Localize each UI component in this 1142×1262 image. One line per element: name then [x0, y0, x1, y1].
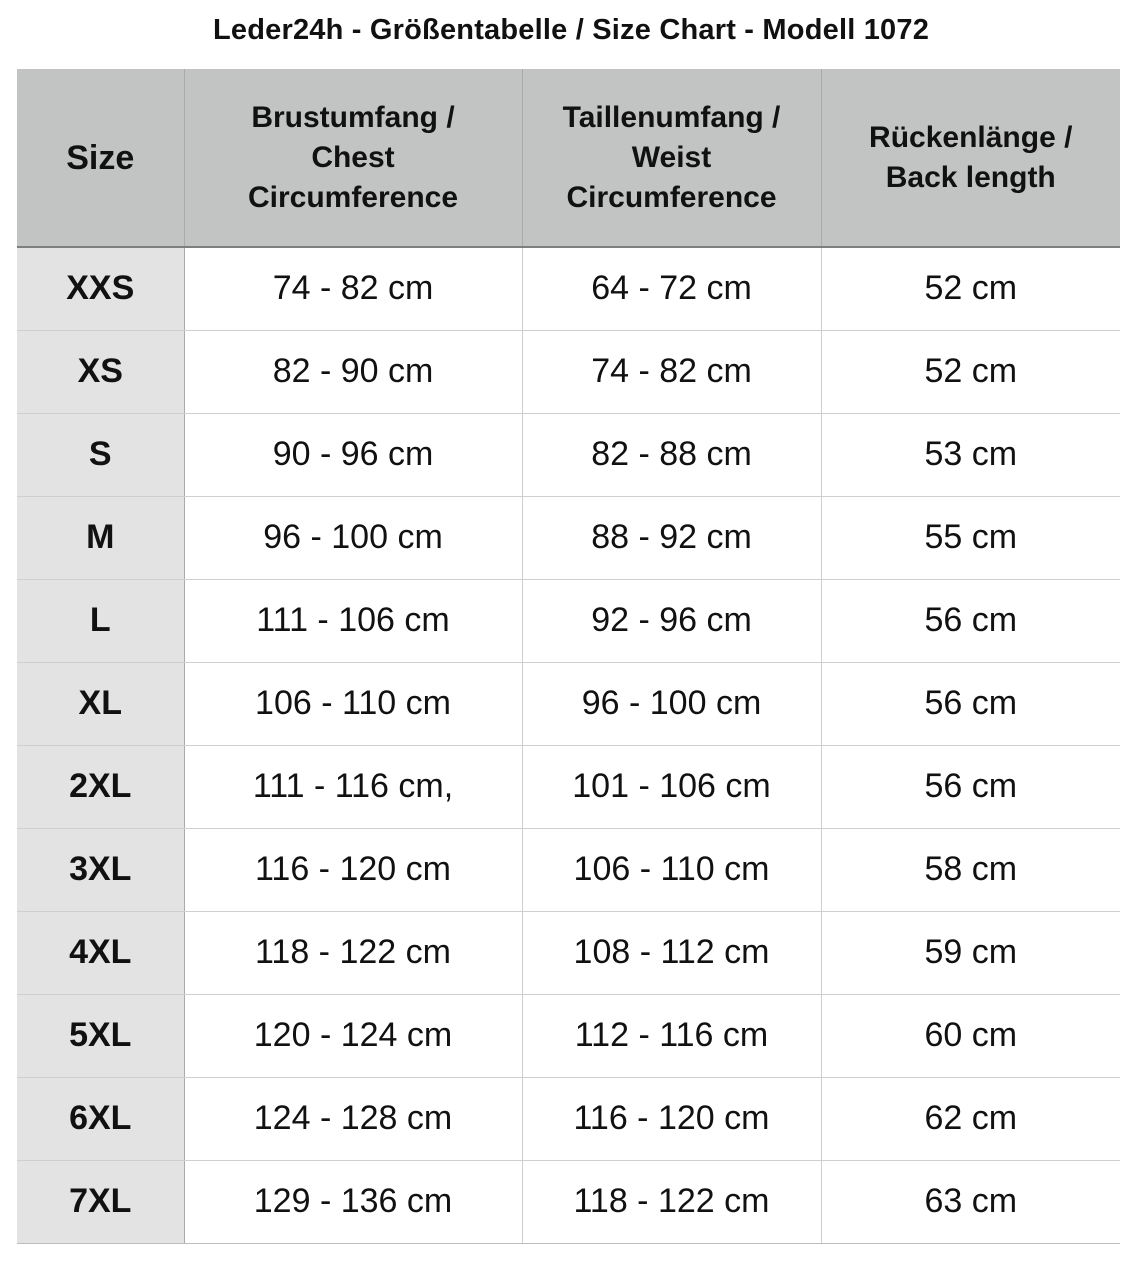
size-cell: 2XL — [17, 745, 184, 828]
header-chest-line: Brustumfang / — [251, 100, 455, 134]
size-cell: 5XL — [17, 994, 184, 1077]
back-length-cell: 59 cm — [821, 911, 1120, 994]
chest-cell: 124 - 128 cm — [184, 1077, 522, 1160]
header-back-length — [821, 69, 1120, 247]
table-row — [17, 496, 1120, 579]
header-waist-line: Taillenumfang / — [562, 100, 781, 134]
header-waist-line: Circumference — [566, 180, 777, 214]
size-cell: XXS — [17, 247, 184, 330]
chest-cell: 111 - 116 cm, — [184, 745, 522, 828]
chest-cell: 129 - 136 cm — [184, 1160, 522, 1243]
chest-cell: 74 - 82 cm — [184, 247, 522, 330]
page-title: Leder24h - Größentabelle / Size Chart - Modell 1072 — [212, 14, 930, 46]
table-row — [17, 413, 1120, 496]
waist-cell: 118 - 122 cm — [522, 1160, 821, 1243]
size-cell: XL — [17, 662, 184, 745]
chest-cell: 118 - 122 cm — [184, 911, 522, 994]
chest-cell: 120 - 124 cm — [184, 994, 522, 1077]
header-back-line: Rückenlänge / — [869, 120, 1073, 154]
size-cell: 6XL — [17, 1077, 184, 1160]
table-header-row — [17, 69, 1120, 247]
chest-cell: 116 - 120 cm — [184, 828, 522, 911]
table-row — [17, 330, 1120, 413]
size-chart-table — [17, 69, 1120, 1244]
header-waist-line: Weist — [631, 140, 712, 174]
size-cell: 4XL — [17, 911, 184, 994]
waist-cell: 116 - 120 cm — [522, 1077, 821, 1160]
size-cell: XS — [17, 330, 184, 413]
back-length-cell: 62 cm — [821, 1077, 1120, 1160]
header-chest-line: Chest — [311, 140, 395, 174]
table-row — [17, 1160, 1120, 1243]
waist-cell: 82 - 88 cm — [522, 413, 821, 496]
back-length-cell: 63 cm — [821, 1160, 1120, 1243]
header-chest-line: Circumference — [247, 180, 459, 214]
header-back-line: Back length — [885, 160, 1056, 194]
back-length-cell: 55 cm — [821, 496, 1120, 579]
waist-cell: 96 - 100 cm — [522, 662, 821, 745]
size-cell: M — [17, 496, 184, 579]
back-length-cell: 60 cm — [821, 994, 1120, 1077]
waist-cell: 92 - 96 cm — [522, 579, 821, 662]
back-length-cell: 53 cm — [821, 413, 1120, 496]
chest-cell: 90 - 96 cm — [184, 413, 522, 496]
chest-cell: 96 - 100 cm — [184, 496, 522, 579]
waist-cell: 88 - 92 cm — [522, 496, 821, 579]
size-cell: 3XL — [17, 828, 184, 911]
header-chest — [184, 69, 522, 247]
back-length-cell: 56 cm — [821, 745, 1120, 828]
back-length-cell: 56 cm — [821, 579, 1120, 662]
table-body — [17, 247, 1120, 1243]
chest-cell: 82 - 90 cm — [184, 330, 522, 413]
back-length-cell: 52 cm — [821, 330, 1120, 413]
header-size — [17, 69, 184, 247]
table-row — [17, 911, 1120, 994]
table-row — [17, 745, 1120, 828]
waist-cell: 64 - 72 cm — [522, 247, 821, 330]
waist-cell: 101 - 106 cm — [522, 745, 821, 828]
waist-cell: 108 - 112 cm — [522, 911, 821, 994]
table-row — [17, 994, 1120, 1077]
table-row — [17, 828, 1120, 911]
chest-cell: 111 - 106 cm — [184, 579, 522, 662]
size-cell: L — [17, 579, 184, 662]
waist-cell: 106 - 110 cm — [522, 828, 821, 911]
header-size-label: Size — [66, 138, 135, 177]
table-row — [17, 1077, 1120, 1160]
chest-cell: 106 - 110 cm — [184, 662, 522, 745]
table-row — [17, 662, 1120, 745]
header-waist — [522, 69, 821, 247]
table-row — [17, 247, 1120, 330]
back-length-cell: 52 cm — [821, 247, 1120, 330]
back-length-cell: 56 cm — [821, 662, 1120, 745]
size-cell: 7XL — [17, 1160, 184, 1243]
waist-cell: 74 - 82 cm — [522, 330, 821, 413]
waist-cell: 112 - 116 cm — [522, 994, 821, 1077]
table-row — [17, 579, 1120, 662]
size-cell: S — [17, 413, 184, 496]
back-length-cell: 58 cm — [821, 828, 1120, 911]
